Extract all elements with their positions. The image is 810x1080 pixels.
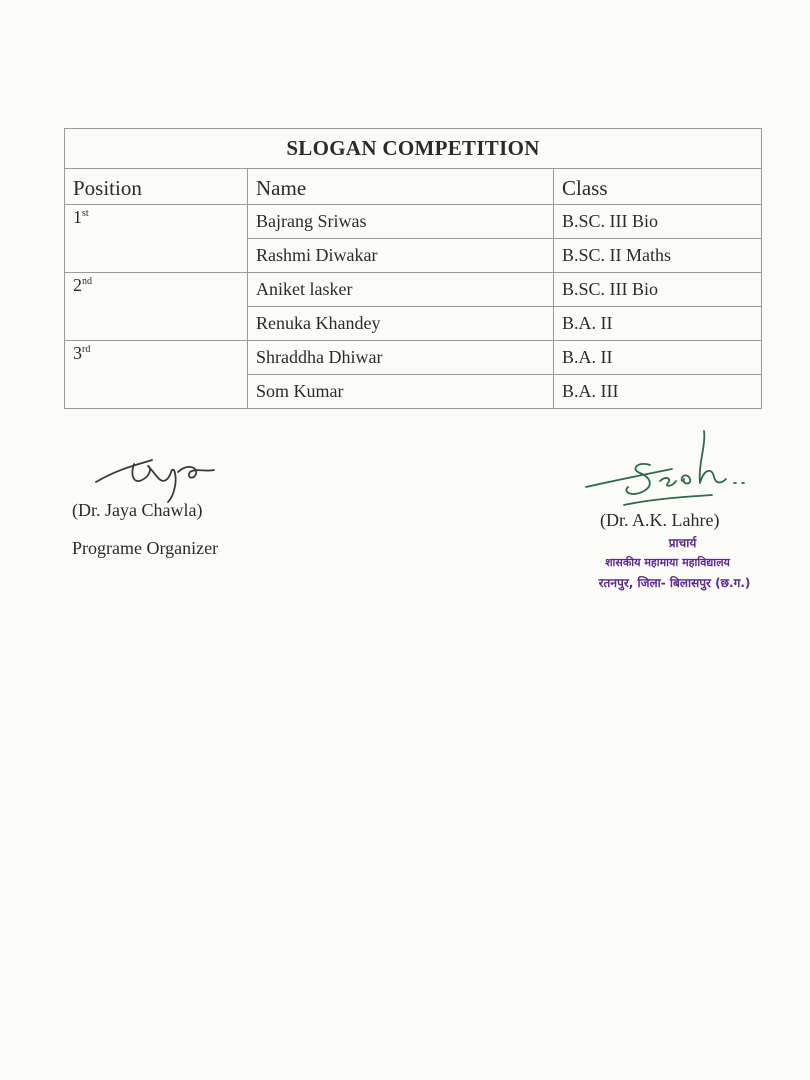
- header-position: Position: [65, 169, 248, 205]
- table-row: [65, 273, 762, 307]
- results-table: [64, 128, 762, 409]
- position-number: 3: [73, 343, 82, 363]
- table-header-row: [65, 169, 762, 205]
- position-suffix: rd: [82, 344, 91, 355]
- table-row: [65, 205, 762, 239]
- stamp-title: प्राचार्य: [668, 536, 697, 550]
- name-cell: Shraddha Dhiwar: [248, 341, 554, 375]
- class-cell: B.A. III: [554, 375, 762, 409]
- principal-stamp: [560, 533, 775, 593]
- table-row: [65, 341, 762, 375]
- position-number: 1: [73, 207, 82, 227]
- position-number: 2: [73, 275, 82, 295]
- name-cell: Bajrang Sriwas: [248, 205, 554, 239]
- table-title: SLOGAN COMPETITION: [65, 129, 762, 169]
- class-cell: B.A. II: [554, 307, 762, 341]
- name-cell: Aniket lasker: [248, 273, 554, 307]
- header-name: Name: [248, 169, 554, 205]
- stamp-address: रतनपुर, जिला- बिलासपुर (छ.ग.): [598, 576, 751, 590]
- name-cell: Renuka Khandey: [248, 307, 554, 341]
- position-suffix: nd: [82, 276, 92, 287]
- class-cell: B.SC. II Maths: [554, 239, 762, 273]
- principal-name: (Dr. A.K. Lahre): [600, 510, 720, 530]
- stamp-college: शासकीय महामाया महाविद्यालय: [605, 556, 730, 569]
- position-cell: [65, 341, 248, 409]
- class-cell: B.SC. III Bio: [554, 273, 762, 307]
- class-cell: B.A. II: [554, 341, 762, 375]
- position-cell: [65, 273, 248, 341]
- header-class: Class: [554, 169, 762, 205]
- organizer-name: (Dr. Jaya Chawla): [72, 500, 203, 520]
- name-cell: Som Kumar: [248, 375, 554, 409]
- organizer-role: Programe Organizer: [72, 538, 219, 558]
- class-cell: B.SC. III Bio: [554, 205, 762, 239]
- principal-signature-block: [560, 425, 800, 605]
- name-cell: Rashmi Diwakar: [248, 239, 554, 273]
- position-suffix: st: [82, 208, 89, 219]
- position-cell: [65, 205, 248, 273]
